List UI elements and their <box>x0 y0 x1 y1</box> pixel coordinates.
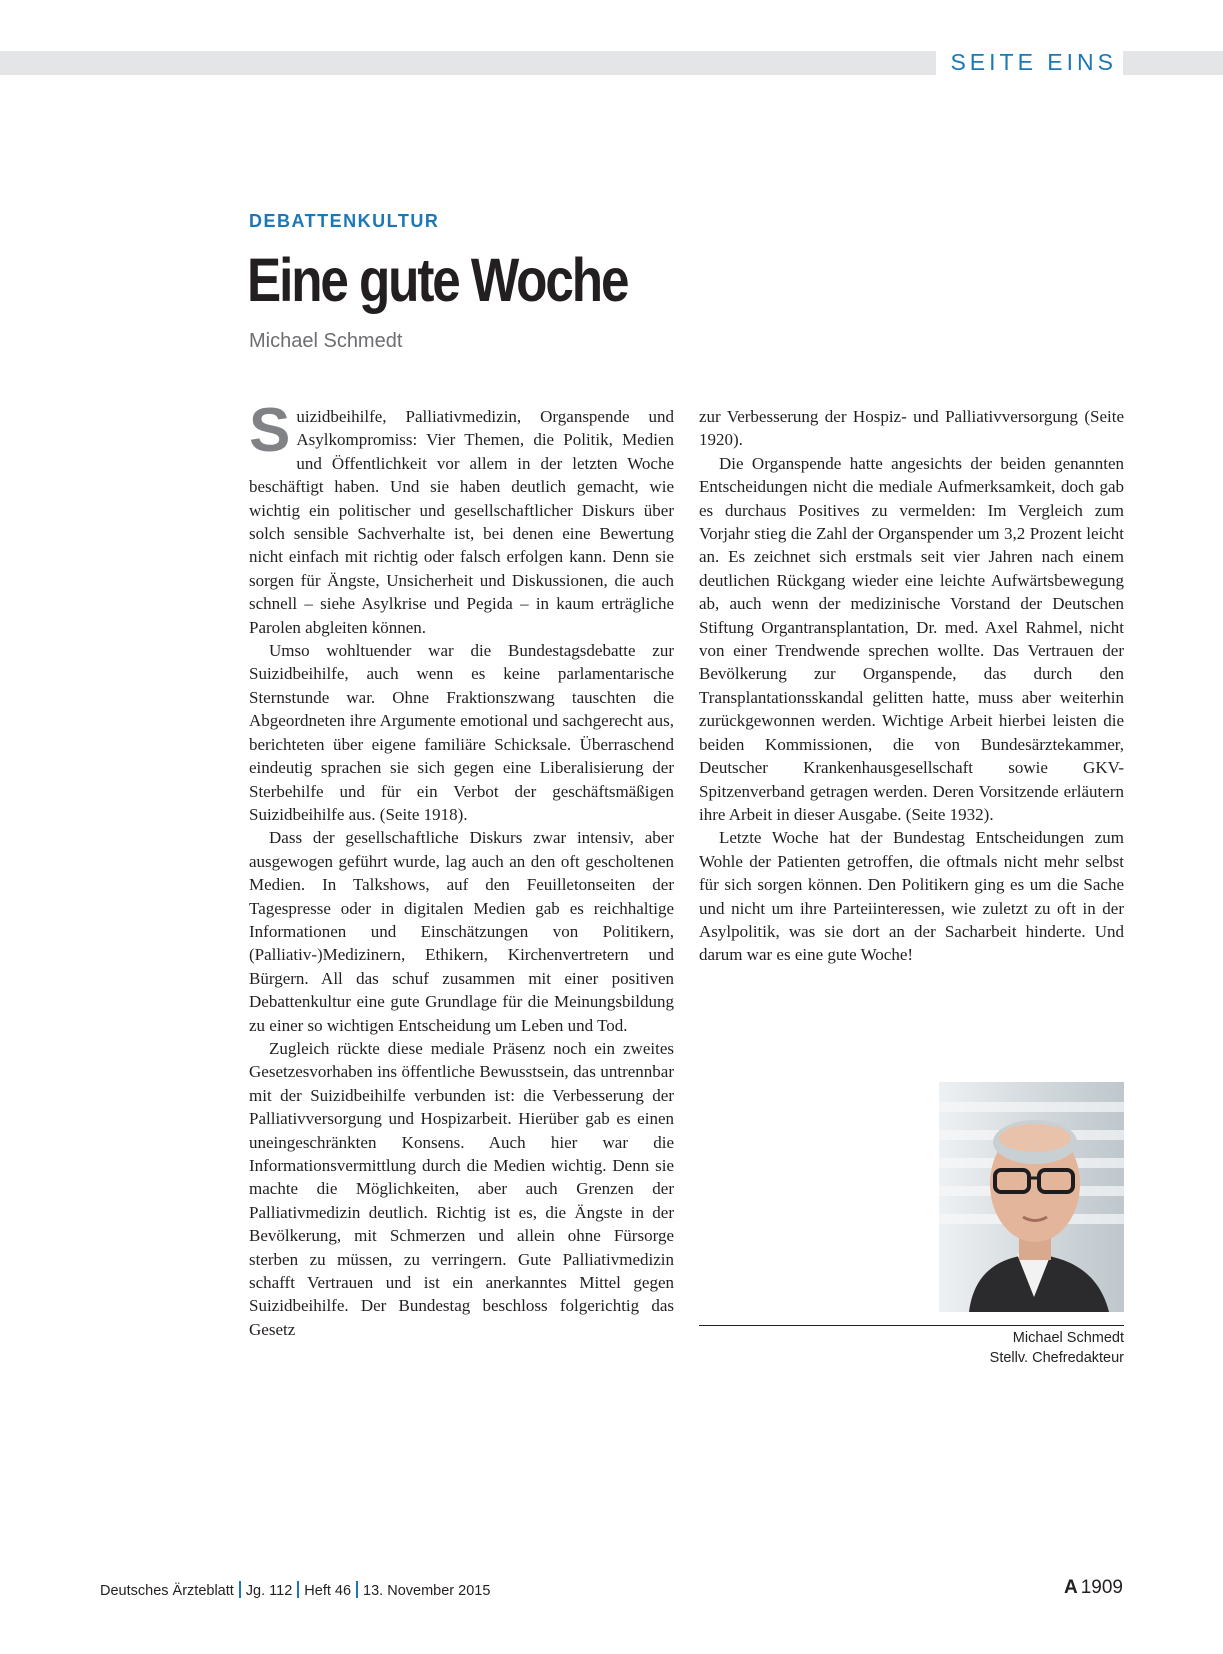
footer-divider <box>297 1581 299 1598</box>
footer-date: 13. November 2015 <box>363 1583 491 1599</box>
paragraph-text: uizidbeihilfe, Palliativmedizin, Organspende und Asylkompromiss: Vier Themen, die Politik, Medien und Öffentlichkeit vor allem in der letzten Woche beschäftigt haben. Und sie haben deutlich gemacht, wie wichtig ein politischer und gesellschaftlicher Diskurs über solch sensible Sachverhalte ist, bei denen eine Bewertung nicht einfach mit richtig oder falsch erfolgen kann. Denn sie sorgen für Ängste, Unsicherheit und Diskussionen, die auch schnell – siehe Asylkrise und Pegida – in kaum erträgliche Parolen abgleiten können. <box>249 407 674 637</box>
article-kicker: DEBATTENKULTUR <box>249 211 440 231</box>
paragraph: Letzte Woche hat der Bundestag Entscheidungen zum Wohle der Patienten getroffen, die oftmals nicht mehr selbst für sich sorgen können. Den Politikern ging es um die Sache und nicht um ihre Parteiinteressen, wie zuletzt zu oft in der Asylpolitik, was sie dort an der Sacharbeit hinderte. Und darum war es eine gute Woche! <box>699 828 1124 965</box>
footer-issue: Heft 46 <box>304 1583 352 1599</box>
footer-citation <box>100 1581 490 1599</box>
article-column-left <box>249 396 674 1341</box>
article-column-right <box>699 405 1124 967</box>
footer-divider <box>239 1581 241 1598</box>
author-photo <box>939 1082 1124 1312</box>
footer-divider <box>356 1581 358 1598</box>
caption-name: Michael Schmedt <box>1012 1330 1124 1346</box>
page-number-value: 1909 <box>1080 1577 1123 1598</box>
footer-volume: Jg. 112 <box>245 1583 293 1599</box>
caption-role: Stellv. Chefredakteur <box>989 1350 1124 1366</box>
footer-publication: Deutsches Ärzteblatt <box>100 1583 234 1599</box>
paragraph: Die Organspende hatte angesichts der beiden genannten Entscheidungen nicht die mediale Aufmerksamkeit, doch gab es durchaus Positives zu vermelden: Im Vergleich zum Vorjahr stieg die Zahl der Organspender um 3,2 Prozent leicht an. Es zeichnet sich erstmals seit vier Jahren nach einem deutlichen Rückgang wieder eine leichte Aufwärtsbewegung ab, auch wenn der medizinische Vorstand der Deutschen Stiftung Organtransplantation, Dr. med. Axel Rahmel, nicht von einer Trendwende sprechen wollte. Das Vertrauen der Bevölkerung zur Organspende, das durch den Transplantationsskandal gelitten hatte, muss aber weiterhin zurückgewonnen werden. Wichtige Arbeit hierbei leisten die beiden Kommissionen, die von Bundesärztekammer, Deutscher Krankenhausgesellschaft sowie GKV-Spitzenverband getragen werden. Deren Vorsitzende erläutern ihre Arbeit in dieser Ausgabe. (Seite 1932). <box>699 453 1124 824</box>
paragraph <box>249 396 674 639</box>
paragraph: zur Verbesserung der Hospiz- und Palliativversorgung (Seite 1920). <box>699 407 1124 450</box>
photo-caption <box>699 1328 1124 1368</box>
section-label: SEITE EINS <box>936 47 1123 77</box>
paragraph: Umso wohltuender war die Bundestagsdebatte zur Suizidbeihilfe, auch wenn es keine parlamentarische Sternstunde war. Ohne Fraktionszwang tauschten die Abgeordneten ihre Argumente emotional und sachgerecht aus, berichteten über eigene familiäre Schicksale. Überraschend eindeutig sprachen sie sich gegen eine Liberalisierung der Sterbehilfe und für ein Verbot der geschäftsmäßigen Suizidbeihilfe aus. (Seite 1918). <box>249 641 674 824</box>
page-number <box>1064 1577 1123 1599</box>
drop-cap: S <box>249 396 291 465</box>
caption-rule <box>699 1325 1124 1326</box>
paragraph: Zugleich rückte diese mediale Präsenz noch ein zweites Gesetzesvorhaben ins öffentliche Bewusstsein, das untrennbar mit der Suizidbeihilfe verbunden ist: die Verbesserung der Palliativversorgung und Hospizarbeit. Hierüber gab es einen uneingeschränkten Konsens. Auch hier war die Informationsvermittlung durch die Medien wichtig. Denn sie machte die Möglichkeiten, aber auch Grenzen der Palliativmedizin deutlich. Richtig ist es, die Ängste in der Bevölkerung, mit Schmerzen und allein ohne Fürsorge sterben zu müssen, zu verringern. Gute Palliativmedizin schafft Vertrauen und ist ein anerkanntes Mittel gegen Suizidbeihilfe. Der Bundestag beschloss folgerichtig das Gesetz <box>249 1038 674 1339</box>
article-byline: Michael Schmedt <box>249 330 403 352</box>
paragraph: Dass der gesellschaftliche Diskurs zwar intensiv, aber ausgewogen geführt wurde, lag auch an den oft gescholtenen Medien. In Talkshows, auf den Feuilletonseiten der Tagespresse oder in digitalen Medien gab es reichhaltige Informationen und Einschätzungen von Politikern, (Palliativ-)Medizinern, Ethikern, Kirchenvertretern und Bürgern. All das schuf zusammen mit einer positiven Debattenkultur eine gute Grundlage für die Meinungsbildung zu einer so wichtigen Entscheidung um Leben und Tod. <box>249 828 674 1035</box>
page-prefix: A <box>1063 1577 1078 1598</box>
article-headline: Eine gute Woche <box>247 246 628 314</box>
